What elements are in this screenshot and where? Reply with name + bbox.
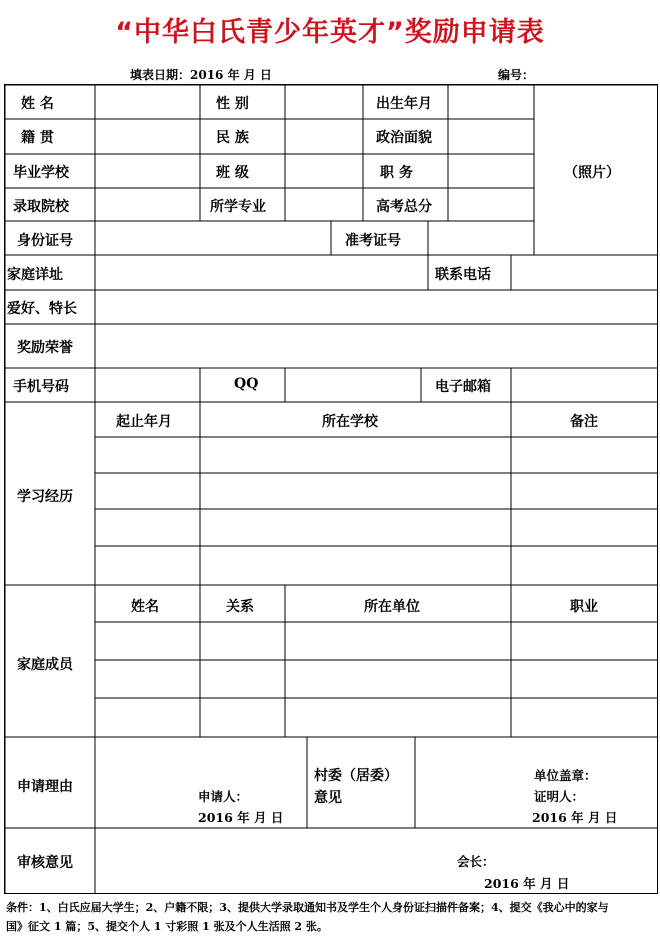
label-qq: QQ xyxy=(234,376,259,392)
header-family-unit: 所在单位 xyxy=(364,599,420,615)
photo-placeholder: （照片） xyxy=(564,165,620,181)
header-family-name: 姓名 xyxy=(131,599,159,615)
label-birth-date: 出生年月 xyxy=(376,96,432,112)
label-native-place: 籍 贯 xyxy=(21,130,54,146)
header-study-period: 起止年月 xyxy=(116,414,172,430)
label-position: 职 务 xyxy=(380,165,413,181)
header-study-school: 所在学校 xyxy=(322,414,378,430)
label-hobbies: 爱好、特长 xyxy=(7,301,77,317)
label-email: 电子邮箱 xyxy=(435,379,491,395)
label-gender: 性 别 xyxy=(216,96,249,112)
label-name: 姓 名 xyxy=(21,96,54,112)
opinion-label: 意见 xyxy=(314,790,342,806)
label-major: 所学专业 xyxy=(210,199,266,215)
label-id-number: 身份证号 xyxy=(17,233,73,249)
label-mobile: 手机号码 xyxy=(13,379,69,395)
label-graduate-school: 毕业学校 xyxy=(13,165,69,181)
label-family-members: 家庭成员 xyxy=(17,657,73,673)
fill-date: 填表日期：2016 年 月 日 xyxy=(130,68,272,82)
label-application-reason: 申请理由 xyxy=(17,779,73,795)
form-title: “中华白氏青少年英才”奖励申请表 xyxy=(115,17,545,48)
label-exam-ticket-number: 准考证号 xyxy=(345,233,401,249)
conditions-note xyxy=(6,898,656,936)
label-home-address: 家庭详址 xyxy=(7,267,63,283)
chair-label: 会长： xyxy=(457,854,495,869)
label-honors: 奖励荣誉 xyxy=(17,340,73,356)
label-contact-phone: 联系电话 xyxy=(435,267,491,283)
label-ethnicity: 民 族 xyxy=(216,130,249,146)
chair-date: 2016 年 月 日 xyxy=(484,876,570,891)
applicant-label: 申请人： xyxy=(198,789,249,804)
label-study-history: 学习经历 xyxy=(17,489,73,505)
serial-number-label: 编号： xyxy=(498,68,535,82)
header-family-relation: 关系 xyxy=(226,599,254,615)
certifier-label: 证明人： xyxy=(534,789,585,804)
village-committee-label: 村委（居委） xyxy=(314,768,398,784)
conditions-line-1: 条件：1、白氏应届大学生；2、户籍不限；3、提供大学录取通知书及学生个人身份证扫描件备案；4、提交《我心中的家与 xyxy=(6,901,609,914)
application-form xyxy=(4,84,658,894)
applicant-date: 2016 年 月 日 xyxy=(198,810,284,825)
label-exam-score: 高考总分 xyxy=(376,199,432,215)
certifier-date: 2016 年 月 日 xyxy=(532,810,618,825)
header-family-job: 职业 xyxy=(570,599,598,615)
label-class: 班 级 xyxy=(216,165,249,181)
label-admitted-college: 录取院校 xyxy=(13,199,69,215)
unit-seal-label: 单位盖章： xyxy=(534,768,597,783)
label-political-status: 政治面貌 xyxy=(376,130,432,146)
conditions-line-2: 国》征文 1 篇；5、提交个人 1 寸彩照 1 张及个人生活照 2 张。 xyxy=(6,920,328,933)
label-review-opinion: 审核意见 xyxy=(17,855,73,871)
header-study-note: 备注 xyxy=(570,414,598,430)
